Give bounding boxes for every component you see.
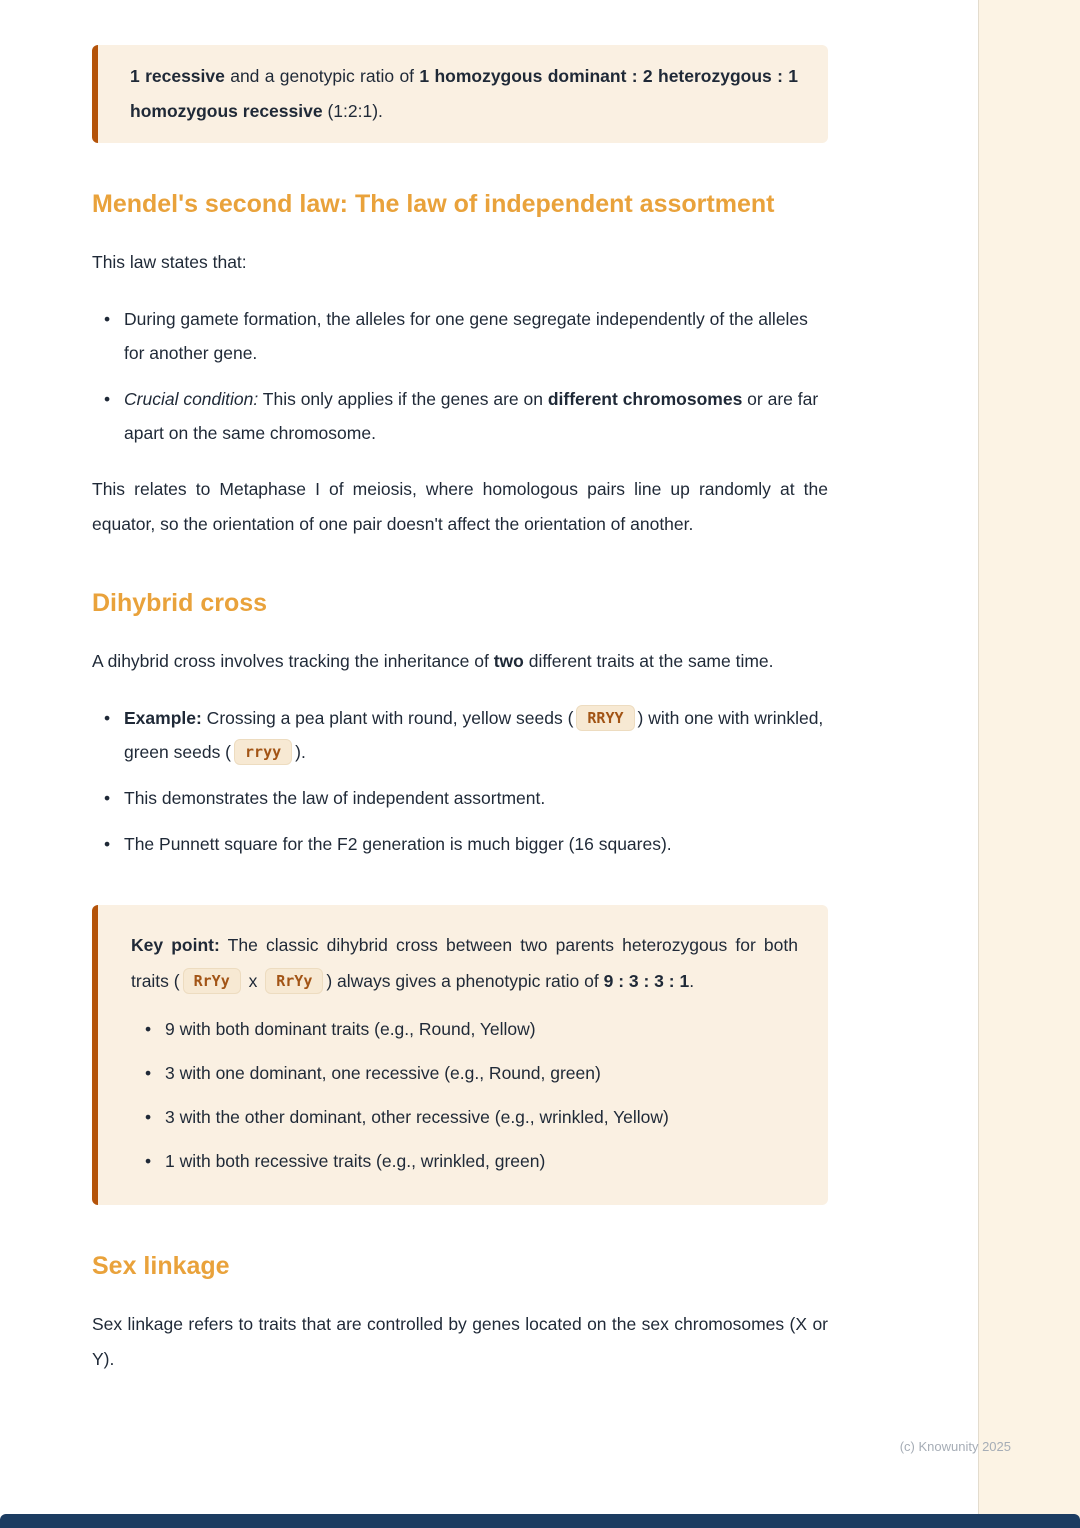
callout-key-point-text [131,927,798,999]
text-segment: Example: [124,708,202,728]
text-segment: two [493,651,524,671]
text-segment: and a genotypic ratio of [224,66,420,86]
callout-genotypic-ratio-text [130,59,798,129]
genotype-code-chip: RRYY [576,705,634,731]
text-segment: 1 recessive [130,66,225,86]
text-segment: or are far apart on the same chromosome. [124,389,819,443]
text-segment: different traits at the same time. [523,651,774,671]
list-item [124,701,828,769]
section3-paragraph: Sex linkage refers to traits that are controlled by genes located on the sex chromosomes (X or Y). [92,1314,828,1369]
text-segment: 3 with the other dominant, other recessive (e.g., wrinkled, Yellow) [165,1107,669,1127]
list-item [165,1101,798,1134]
text-segment: Crucial condition: [124,389,259,409]
list-item [165,1013,798,1046]
section1-intro: This law states that: [92,252,247,272]
list-item [124,302,828,370]
text-segment: ). [295,742,306,762]
text-segment: different chromosomes [547,389,743,409]
text-segment: (1:2:1). [322,101,383,121]
callout-genotypic-ratio [92,45,828,143]
text-segment: ) with one with wrinkled, green seeds ( [124,708,824,762]
text-segment: 9 with both dominant traits (e.g., Round, Yellow) [165,1019,536,1039]
page-content [92,0,828,1377]
genotype-code-chip: rryy [234,739,292,765]
genotype-code-chip: RrYy [183,968,241,994]
text-segment: During gamete formation, the alleles for one gene segregate independently of the alleles for another gene. [124,309,808,363]
footer-credit: (c) Knowunity 2025 [899,1439,1011,1454]
text-segment: The classic dihybrid cross between two parents heterozygous for both traits ( [131,935,798,991]
list-item [124,827,828,861]
heading-sex-linkage: Sex linkage [92,1252,230,1280]
bottom-bar [0,1514,1080,1528]
text-segment: 1 homozygous dominant : 2 heterozygous : 1 homozygous recessive [130,66,798,121]
text-segment: A dihybrid cross involves tracking the inheritance of [92,651,494,671]
text-segment: 1 with both recessive traits (e.g., wrinkled, green) [165,1151,546,1171]
text-segment: Crossing a pea plant with round, yellow seeds ( [201,708,574,728]
callout-key-bullet-list [131,1013,798,1178]
text-segment: x [243,971,263,991]
page-margin-strip [980,0,1080,1528]
text-segment: This only applies if the genes are on [258,389,548,409]
section1-bullet-list [92,302,828,450]
text-segment: The Punnett square for the F2 generation is much bigger (16 squares). [124,834,672,854]
text-segment: Key point: [131,935,220,955]
text-segment: 3 with one dominant, one recessive (e.g., Round, green) [165,1063,601,1083]
section2-intro [92,644,828,679]
list-item [165,1057,798,1090]
list-item [165,1145,798,1178]
genotype-code-chip: RrYy [265,968,323,994]
list-item [124,382,828,450]
section2-bullet-list [92,701,828,861]
list-item [124,781,828,815]
section1-paragraph: This relates to Metaphase I of meiosis, where homologous pairs line up randomly at the equator, so the orientation of one pair doesn't affect the orientation of another. [92,479,828,534]
text-segment: . [689,971,695,991]
heading-mendels-second-law: Mendel's second law: The law of independent assortment [92,190,775,218]
heading-dihybrid-cross: Dihybrid cross [92,589,268,617]
callout-key-point [92,905,828,1205]
text-segment: This demonstrates the law of independent assortment. [124,788,546,808]
text-segment: ) always gives a phenotypic ratio of [326,971,604,991]
text-segment: 9 : 3 : 3 : 1 [603,971,690,991]
